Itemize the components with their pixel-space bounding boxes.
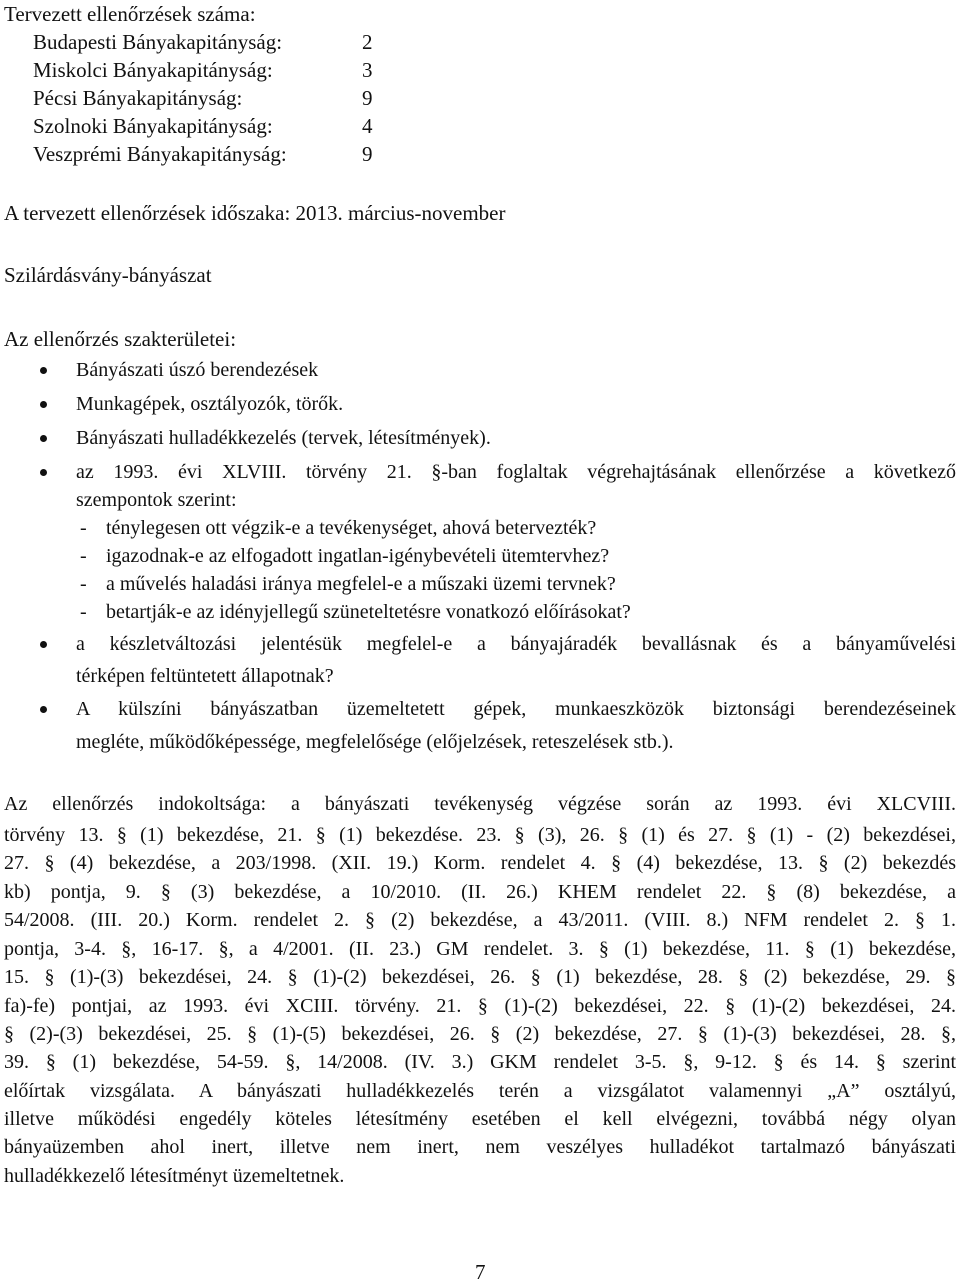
count-value: 2 xyxy=(362,30,373,54)
count-value: 9 xyxy=(362,142,373,166)
count-value: 9 xyxy=(362,86,373,110)
sub-item: betartják-e az idényjellegű szüneteltetésre vonatkozó előírásokat? xyxy=(106,601,631,623)
bullet-dot xyxy=(40,706,47,713)
bullet-item: Munkagépek, osztályozók, törők. xyxy=(76,393,344,415)
bullet-dot xyxy=(40,641,47,648)
counts-heading: Tervezett ellenőrzések száma: xyxy=(4,2,256,26)
bullet-item-continuation: térképen feltüntetett állapotnak? xyxy=(76,665,334,687)
areas-heading: Az ellenőrzés szakterületei: xyxy=(4,327,237,351)
count-value: 3 xyxy=(362,58,373,82)
count-value: 4 xyxy=(362,114,373,138)
sub-item: a művelés haladási iránya megfelel-e a műszaki üzemi tervnek? xyxy=(106,573,616,595)
period-line: A tervezett ellenőrzések időszaka: 2013. március-november xyxy=(4,201,506,225)
paragraph-line: 54/2008. (III. 20.) Korm. rendelet 2. § (2) bekezdése, a 43/2011. (VIII. 8.) NFM rendelet 2. § 1. xyxy=(4,909,956,931)
bullet-item-continuation: megléte, működőképessége, megfelelősége (előjelzések, reteszelések stb.). xyxy=(76,731,674,753)
bullet-dot xyxy=(40,469,47,476)
sub-item: ténylegesen ott végzik-e a tevékenységet, ahová betervezték? xyxy=(106,517,597,539)
bullet-item: A külszíni bányászatban üzemeltetett gépek, munkaeszközök biztonsági berendezéseinek xyxy=(76,698,956,720)
sub-item: igazodnak-e az elfogadott ingatlan-igénybevételi ütemtervhez? xyxy=(106,545,610,567)
dash-marker: - xyxy=(80,601,87,623)
count-name: Miskolci Bányakapitányság: xyxy=(33,58,273,82)
paragraph-line: 15. § (1)-(3) bekezdései, 24. § (1)-(2) bekezdései, 26. § (1) bekezdése, 28. § (2) bekezdése, 29. § xyxy=(4,966,956,988)
paragraph-line: 27. § (4) bekezdése, a 203/1998. (XII. 19.) Korm. rendelet 4. § (4) bekezdése, 13. § (2) bekezdés xyxy=(4,852,956,874)
section-title: Szilárdásvány-bányászat xyxy=(4,263,212,287)
paragraph-line: kb) pontja, 9. § (3) bekezdése, a 10/2010. (II. 26.) KHEM rendelet 22. § (8) bekezdése, a xyxy=(4,881,956,903)
page-number: 7 xyxy=(475,1260,486,1284)
bullet-item: Bányászati hulladékkezelés (tervek, létesítmények). xyxy=(76,427,491,449)
dash-marker: - xyxy=(80,545,87,567)
bullet-dot xyxy=(40,401,47,408)
count-name: Veszprémi Bányakapitányság: xyxy=(33,142,287,166)
paragraph-line: pontja, 3-4. §, 16-17. §, a 4/2001. (II. 23.) GM rendelet. 3. § (1) bekezdése, 11. § (1) bekezdése, xyxy=(4,938,956,960)
paragraph-line: fa)-fe) pontjai, az 1993. évi XCIII. törvény. 21. § (1)-(2) bekezdései, 22. § (1)-(2) bekezdései, 24. xyxy=(4,995,956,1017)
paragraph-line: § (2)-(3) bekezdései, 25. § (1)-(5) bekezdései, 26. § (2) bekezdése, 27. § (1)-(3) bekezdései, 28. §, xyxy=(4,1023,956,1045)
bullet-dot xyxy=(40,367,47,374)
paragraph-line: Az ellenőrzés indokoltsága: a bányászati tevékenység végzése során az 1993. évi XLCVIII. xyxy=(4,793,956,815)
dash-marker: - xyxy=(80,573,87,595)
paragraph-line: törvény 13. § (1) bekezdése, 21. § (1) bekezdése. 23. § (3), 26. § (1) és 27. § (1) - (2) bekezdései, xyxy=(4,824,956,846)
paragraph-last-line: hulladékkezelő létesítményt üzemeltetnek. xyxy=(4,1165,345,1187)
paragraph-line: 39. § (1) bekezdése, 54-59. §, 14/2008. (IV. 3.) GKM rendelet 3-5. §, 9-12. § és 14. § szerint xyxy=(4,1051,956,1073)
bullet-dot xyxy=(40,435,47,442)
bullet-item: Bányászati úszó berendezések xyxy=(76,359,319,381)
bullet-item: a készletváltozási jelentésük megfelel-e a bányajáradék bevallásnak és a bányaművelési xyxy=(76,633,956,655)
count-name: Szolnoki Bányakapitányság: xyxy=(33,114,273,138)
paragraph-line: előírtak vizsgálata. A bányászati hulladékkezelés terén a vizsgálatot valamennyi „A” osztályú, xyxy=(4,1080,956,1102)
paragraph-line: illetve működési engedély köteles létesítmény esetében el kell elvégezni, továbbá négy olyan xyxy=(4,1108,956,1130)
paragraph-line: bányaüzemben ahol inert, illetve nem inert, nem veszélyes hulladékot tartalmazó bányászati xyxy=(4,1136,956,1158)
count-name: Pécsi Bányakapitányság: xyxy=(33,86,243,110)
bullet-item-continuation: szempontok szerint: xyxy=(76,489,237,511)
dash-marker: - xyxy=(80,517,87,539)
bullet-item: az 1993. évi XLVIII. törvény 21. §-ban foglaltak végrehajtásának ellenőrzése a következő xyxy=(76,461,956,483)
count-name: Budapesti Bányakapitányság: xyxy=(33,30,283,54)
